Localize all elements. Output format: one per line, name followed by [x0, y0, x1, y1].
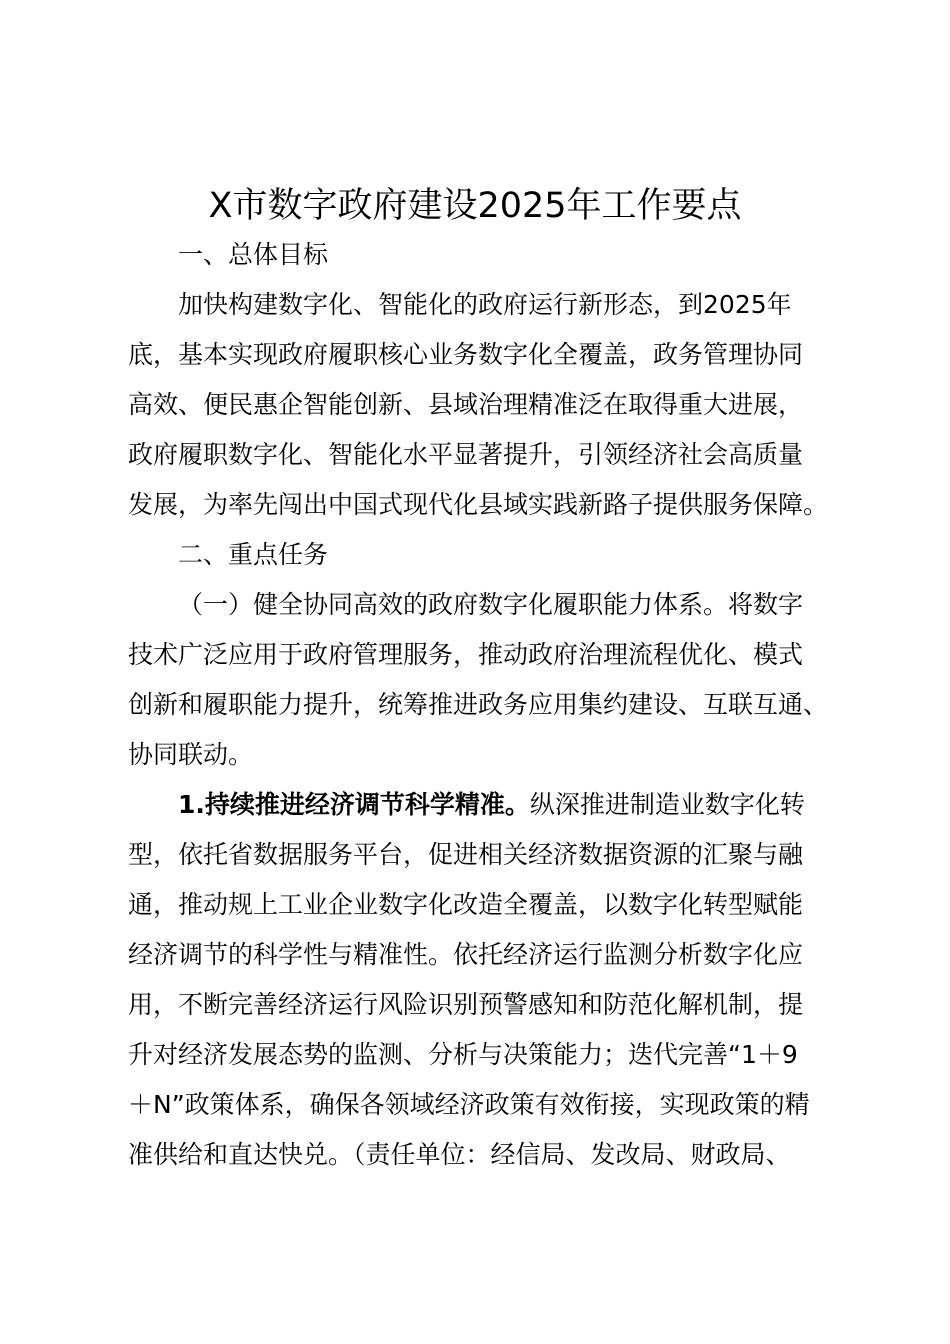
document-title: X市数字政府建设2025年工作要点: [208, 186, 742, 226]
paragraph-line: 经济调节的科学性与精准性。依托经济运行监测分析数字化应: [128, 940, 804, 969]
paragraph-line: 型，依托省数据服务平台，促进相关经济数据资源的汇聚与融: [128, 840, 804, 869]
paragraph-text: 纵深推进制造业数字化转: [529, 790, 805, 819]
section-heading-overall-goal: 一、总体目标: [178, 240, 329, 269]
paragraph-line: 通，推动规上工业企业数字化改造全覆盖，以数字化转型赋能: [128, 890, 804, 919]
paragraph-line: 加快构建数字化、智能化的政府运行新形态，到2025年: [178, 290, 792, 319]
section-heading-key-tasks: 二、重点任务: [178, 540, 329, 569]
subsection-heading: 1.持续推进经济调节科学精准。: [178, 790, 530, 819]
paragraph-line: 高效、便民惠企智能创新、县域治理精准泛在取得重大进展，: [128, 390, 804, 419]
paragraph-line: 政府履职数字化、智能化水平显著提升，引领经济社会高质量: [128, 440, 804, 469]
paragraph-line: ＋N”政策体系，确保各领域经济政策有效衔接，实现政策的精: [128, 1090, 810, 1119]
paragraph-line: [178, 788, 805, 822]
paragraph-line: 协同联动。: [128, 740, 254, 769]
paragraph-line: 准供给和直达快兑。（责任单位：经信局、发改局、财政局、: [128, 1140, 791, 1169]
paragraph-line: 用，不断完善经济运行风险识别预警感知和防范化解机制，提: [128, 990, 804, 1019]
paragraph-line: （一）健全协同高效的政府数字化履职能力体系。将数字: [178, 590, 804, 619]
paragraph-line: 创新和履职能力提升，统筹推进政务应用集约建设、互联互通、: [128, 690, 829, 719]
paragraph-line: 底，基本实现政府履职核心业务数字化全覆盖，政务管理协同: [128, 340, 804, 369]
paragraph-line: 升对经济发展态势的监测、分析与决策能力；迭代完善“1＋9: [128, 1040, 798, 1069]
paragraph-line: 技术广泛应用于政府管理服务，推动政府治理流程优化、模式: [128, 640, 804, 669]
paragraph-line: 发展，为率先闯出中国式现代化县域实践新路子提供服务保障。: [128, 490, 829, 519]
